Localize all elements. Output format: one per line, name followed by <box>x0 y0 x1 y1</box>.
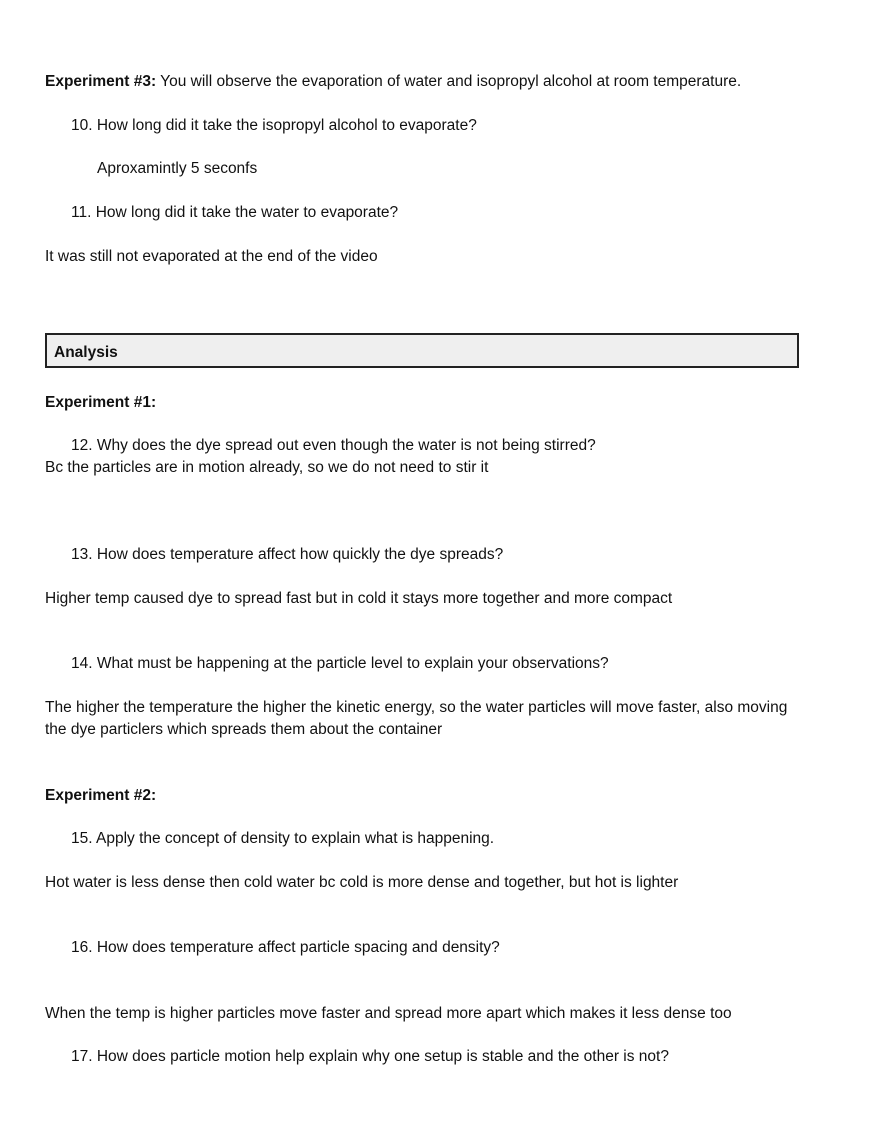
answer-13: Higher temp caused dye to spread fast but in cold it stays more together and more compact <box>45 590 673 607</box>
answer-12: Bc the particles are in motion already, so we do not need to stir it <box>45 459 489 476</box>
experiment-3-heading: Experiment #3: <box>45 73 157 90</box>
question-11: 11. How long did it take the water to evaporate? <box>71 204 399 221</box>
question-12: 12. Why does the dye spread out even though the water is not being stirred? <box>71 437 596 454</box>
experiment-2-heading: Experiment #2: <box>45 787 157 804</box>
answer-15: Hot water is less dense then cold water bc cold is more dense and together, but hot is lighter <box>45 874 679 891</box>
experiment-3-intro <box>45 71 741 93</box>
answer-11: It was still not evaporated at the end of the video <box>45 248 378 265</box>
experiment-3-text: You will observe the evaporation of water and isopropyl alcohol at room temperature. <box>156 73 742 90</box>
question-10: 10. How long did it take the isopropyl alcohol to evaporate? <box>71 117 477 134</box>
answer-14: The higher the temperature the higher the kinetic energy, so the water particles will move faster, also moving the dye particlers which spreads them about the container <box>45 699 788 738</box>
analysis-section-header <box>45 333 799 368</box>
question-17: 17. How does particle motion help explain why one setup is stable and the other is not? <box>71 1048 669 1065</box>
experiment-1-heading: Experiment #1: <box>45 394 157 411</box>
question-15: 15. Apply the concept of density to explain what is happening. <box>71 830 495 847</box>
answer-10: Aproxamintly 5 seconfs <box>97 160 258 177</box>
analysis-title: Analysis <box>54 344 118 361</box>
question-14: 14. What must be happening at the particle level to explain your observations? <box>71 655 609 672</box>
question-13: 13. How does temperature affect how quickly the dye spreads? <box>71 546 504 563</box>
question-16: 16. How does temperature affect particle spacing and density? <box>71 939 500 956</box>
answer-16: When the temp is higher particles move faster and spread more apart which makes it less dense too <box>45 1005 732 1022</box>
